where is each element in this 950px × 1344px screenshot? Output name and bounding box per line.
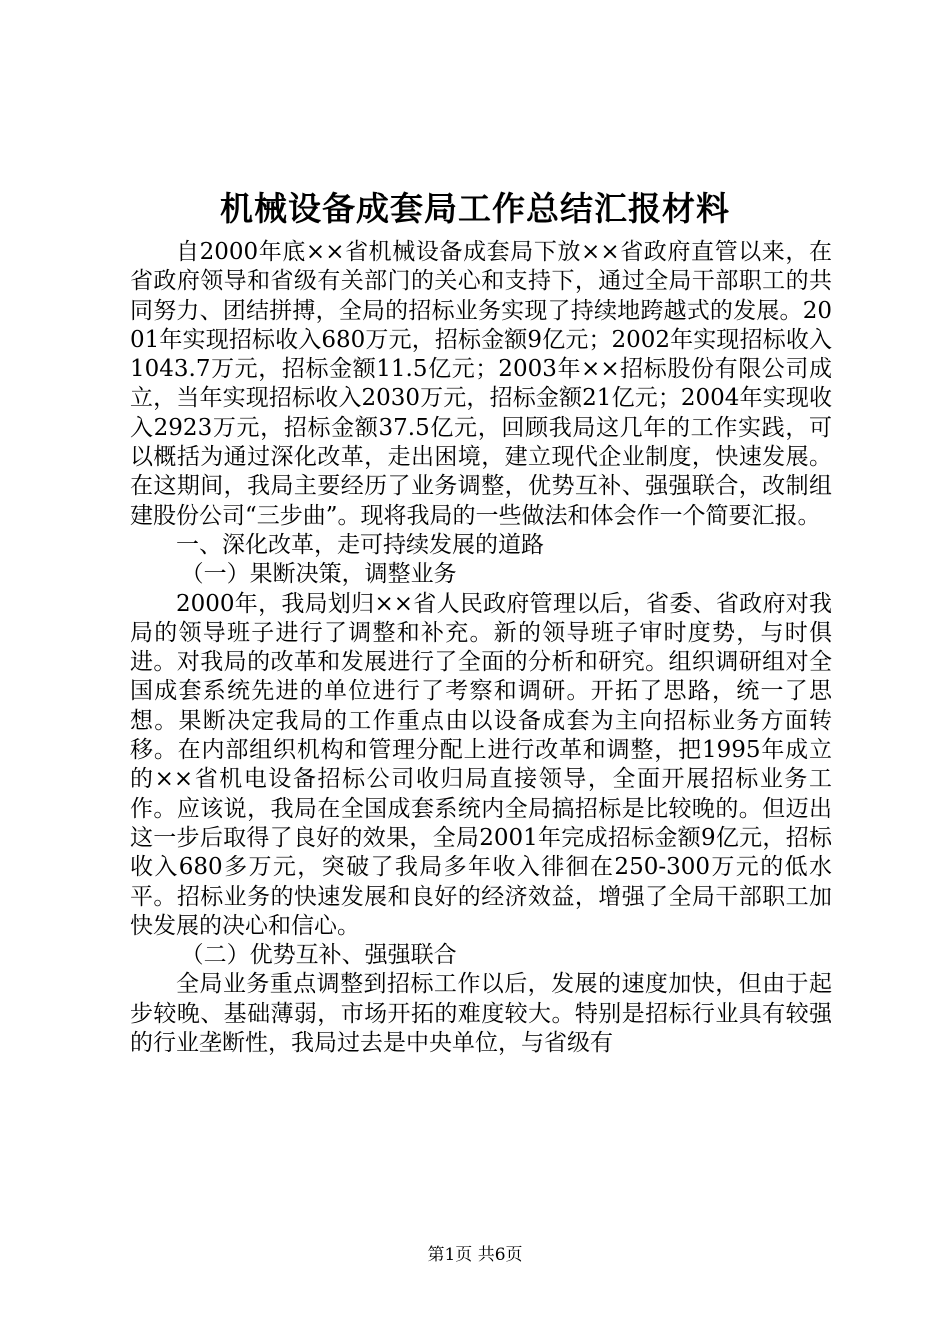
document-title: 机械设备成套局工作总结汇报材料 xyxy=(220,189,730,228)
paragraph-intro: 自2000年底××省机械设备成套局下放××省政府直管以来，在省政府领导和省级有关部门的关心和支持下，通过全局干部职工的共同努力、团结拼搏，全局的招标业务实现了持续地跨越式的发展。2001年实现招标收入680万元，招标金额9亿元；2002年实现招标收入1043.7万元，招标金额11.5亿元；2003年××招标股份有限公司成立，当年实现招标收入2030万元，招标金额21亿元；2004年实现收入2923万元，招标金额37.5亿元，回顾我局这几年的工作实践，可以概括为通过深化改革，走出困境，建立现代企业制度，快速发展。在这期间，我局主要经历了业务调整，优势互补、强强联合，改制组建股份公司“三步曲”。现将我局的一些做法和体会作一个简要汇报。 xyxy=(130,239,832,529)
paragraph-body-2: 全局业务重点调整到招标工作以后，发展的速度加快，但由于起步较晚、基础薄弱，市场开拓的难度较大。特别是招标行业具有较强的行业垄断性，我局过去是中央单位，与省级有 xyxy=(130,971,832,1057)
document-body xyxy=(130,238,832,1058)
subsection-heading-2: （二）优势互补、强强联合 xyxy=(180,942,457,969)
page-number-footer: 第1页 共6页 xyxy=(427,1245,523,1265)
subsection-heading-1: （一）果断决策，调整业务 xyxy=(180,561,457,588)
section-heading-1: 一、深化改革，走可持续发展的道路 xyxy=(176,531,544,558)
paragraph-body-1: 2000年，我局划归××省人民政府管理以后，省委、省政府对我局的领导班子进行了调整和补充。新的领导班子审时度势，与时俱进。对我局的改革和发展进行了全面的分析和研究。组织调研组对全国成套系统先进的单位进行了考察和调研。开拓了思路，统一了思想。果断决定我局的工作重点由以设备成套为主向招标业务方面转移。在内部组织机构和管理分配上进行改革和调整，把1995年成立的××省机电设备招标公司收归局直接领导，全面开展招标业务工作。应该说，我局在全国成套系统内全局搞招标是比较晚的。但迈出这一步后取得了良好的效果，全局2001年完成招标金额9亿元，招标收入680多万元，突破了我局多年收入徘徊在250-300万元的低水平。招标业务的快速发展和良好的经济效益，增强了全局干部职工加快发展的决心和信心。 xyxy=(130,590,832,939)
